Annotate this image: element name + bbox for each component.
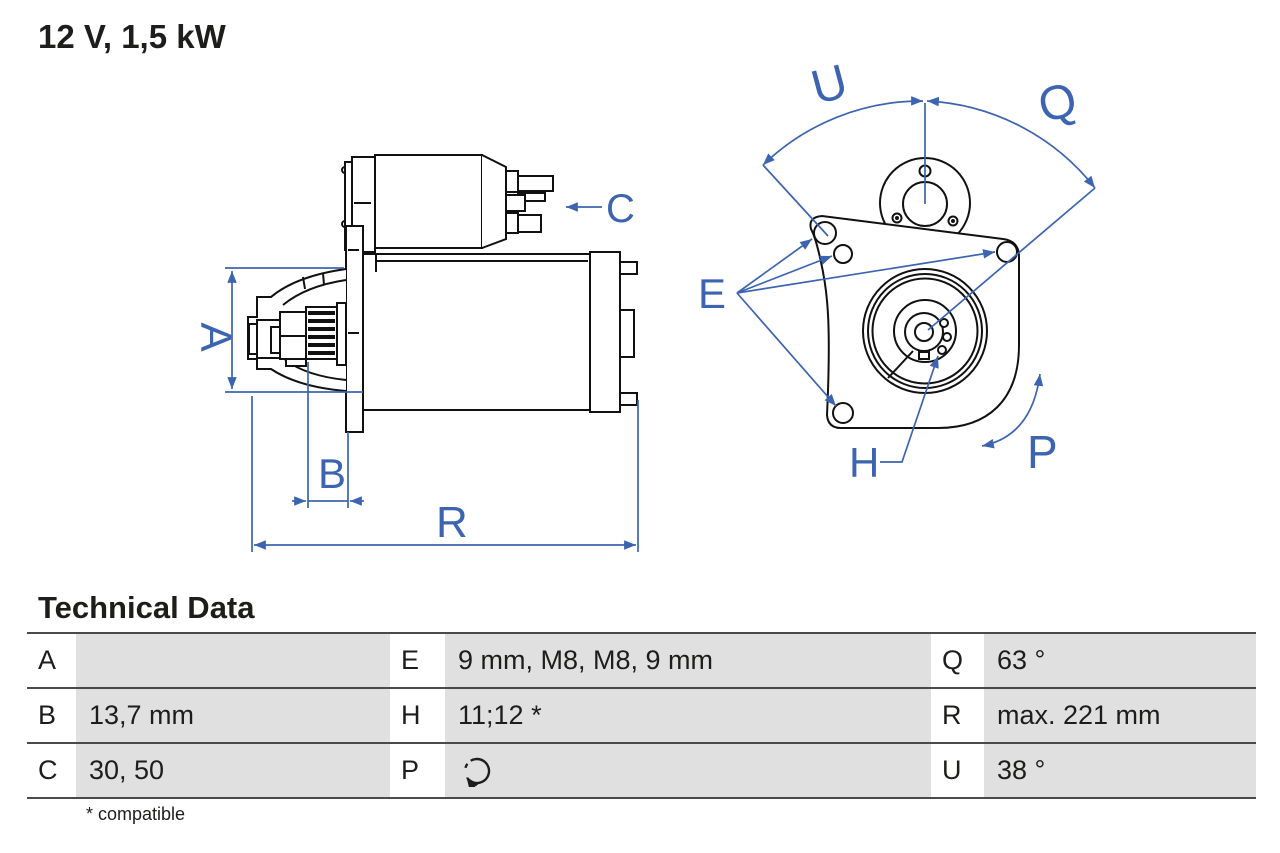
front-view-drawing — [690, 55, 1120, 535]
param-key: A — [27, 634, 76, 687]
param-key: C — [27, 744, 76, 797]
dim-label-u: U — [805, 55, 854, 116]
param-key: Q — [931, 634, 984, 687]
param-value: 11;12 * — [445, 689, 931, 742]
param-key: H — [390, 689, 445, 742]
param-key: U — [931, 744, 984, 797]
dim-label-r: R — [436, 498, 468, 547]
table-row — [27, 632, 1256, 687]
param-key: R — [931, 689, 984, 742]
param-value: 63 ° — [984, 634, 1256, 687]
dim-label-a: A — [191, 322, 240, 352]
table-row — [27, 742, 1256, 797]
param-value: 38 ° — [984, 744, 1256, 797]
param-key: B — [27, 689, 76, 742]
footnote: * compatible — [86, 804, 186, 824]
param-value — [76, 634, 390, 687]
param-value: 9 mm, M8, M8, 9 mm — [445, 634, 931, 687]
param-key: E — [390, 634, 445, 687]
dim-label-b: B — [318, 450, 347, 497]
page-title: 12 V, 1,5 kW — [38, 18, 226, 55]
side-view-drawing — [170, 60, 670, 570]
dim-label-c: C — [606, 187, 635, 231]
param-key: P — [390, 744, 445, 797]
rotation-clockwise-icon — [458, 755, 494, 787]
technical-data-table — [27, 632, 1256, 799]
dim-label-q: Q — [1032, 72, 1083, 134]
dim-label-h: H — [849, 439, 880, 486]
section-heading: Technical Data — [38, 590, 255, 625]
param-value — [445, 744, 931, 797]
param-value: 30, 50 — [76, 744, 390, 797]
table-row — [27, 687, 1256, 742]
param-value: 13,7 mm — [76, 689, 390, 742]
dim-label-p: P — [1027, 426, 1058, 478]
dim-label-e: E — [698, 270, 727, 317]
param-value: max. 221 mm — [984, 689, 1256, 742]
